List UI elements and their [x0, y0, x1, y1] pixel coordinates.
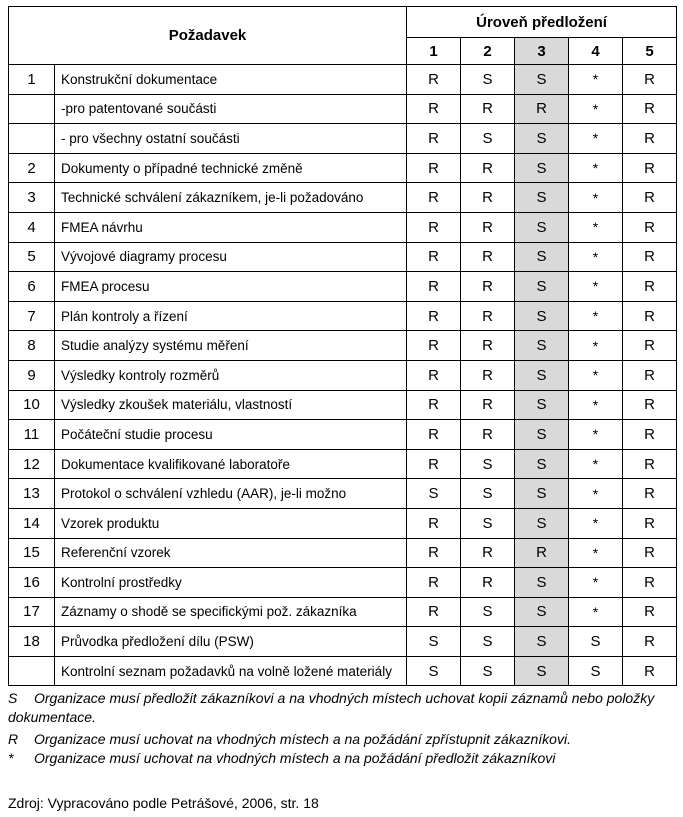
level-4-value: *: [569, 331, 623, 361]
table-row: [9, 272, 677, 302]
level-2-value: R: [461, 301, 515, 331]
row-number: 11: [9, 420, 55, 450]
level-4-value: *: [569, 183, 623, 213]
requirement-header: Požadavek: [9, 7, 407, 65]
level-1-value: R: [407, 242, 461, 272]
level-2-value: R: [461, 568, 515, 598]
level-1-value: R: [407, 597, 461, 627]
requirement-description: Počáteční studie procesu: [55, 420, 407, 450]
level-2-value: S: [461, 449, 515, 479]
level-4-value: *: [569, 212, 623, 242]
requirement-description: FMEA procesu: [55, 272, 407, 302]
level-5-value: R: [623, 153, 677, 183]
legend-r: [8, 730, 676, 749]
level-3-value: S: [515, 449, 569, 479]
level-5-value: R: [623, 508, 677, 538]
level-5-value: R: [623, 124, 677, 154]
row-number: 6: [9, 272, 55, 302]
requirement-description: Kontrolní seznam požadavků na volně ložené materiály: [55, 656, 407, 686]
level-4-value: *: [569, 538, 623, 568]
level-1-value: R: [407, 538, 461, 568]
row-number: 13: [9, 479, 55, 509]
row-number: 7: [9, 301, 55, 331]
level-header: 2: [461, 38, 515, 65]
level-2-value: S: [461, 508, 515, 538]
row-number: 16: [9, 568, 55, 598]
table-row: [9, 420, 677, 450]
table-row: [9, 449, 677, 479]
level-4-value: *: [569, 301, 623, 331]
level-5-value: R: [623, 479, 677, 509]
level-1-value: S: [407, 627, 461, 657]
level-2-value: R: [461, 272, 515, 302]
level-5-value: R: [623, 656, 677, 686]
requirement-description: Konstrukční dokumentace: [55, 65, 407, 95]
level-2-value: S: [461, 627, 515, 657]
table-row: [9, 94, 677, 124]
level-3-value: S: [515, 597, 569, 627]
level-4-value: *: [569, 272, 623, 302]
level-1-value: R: [407, 212, 461, 242]
level-3-value: S: [515, 656, 569, 686]
row-number: 18: [9, 627, 55, 657]
level-5-value: R: [623, 597, 677, 627]
legend-s: [8, 689, 676, 727]
level-2-value: R: [461, 331, 515, 361]
level-3-value: S: [515, 153, 569, 183]
legend-s-symbol: S: [8, 690, 18, 706]
level-4-value: S: [569, 656, 623, 686]
row-number: 5: [9, 242, 55, 272]
requirement-description: Vývojové diagramy procesu: [55, 242, 407, 272]
level-3-value: R: [515, 538, 569, 568]
level-2-value: R: [461, 183, 515, 213]
level-3-value: S: [515, 420, 569, 450]
level-3-value: S: [515, 301, 569, 331]
requirement-description: Průvodka předložení dílu (PSW): [55, 627, 407, 657]
level-3-value: R: [515, 94, 569, 124]
row-number: [9, 656, 55, 686]
requirement-description: Studie analýzy systému měření: [55, 331, 407, 361]
level-1-value: R: [407, 94, 461, 124]
level-1-value: S: [407, 479, 461, 509]
requirement-description: Vzorek produktu: [55, 508, 407, 538]
requirement-description: Technické schválení zákazníkem, je-li požadováno: [55, 183, 407, 213]
level-2-value: R: [461, 153, 515, 183]
table-row: [9, 597, 677, 627]
level-4-value: *: [569, 65, 623, 95]
level-5-value: R: [623, 94, 677, 124]
requirement-description: Protokol o schválení vzhledu (AAR), je-li možno: [55, 479, 407, 509]
legend-star: [8, 749, 676, 768]
level-1-value: R: [407, 420, 461, 450]
level-3-value: S: [515, 479, 569, 509]
level-4-value: *: [569, 94, 623, 124]
level-5-value: R: [623, 183, 677, 213]
row-number: 15: [9, 538, 55, 568]
level-5-value: R: [623, 212, 677, 242]
table-row: [9, 479, 677, 509]
level-5-value: R: [623, 449, 677, 479]
level-2-value: S: [461, 479, 515, 509]
level-5-value: R: [623, 301, 677, 331]
row-number: 10: [9, 390, 55, 420]
table-row: [9, 538, 677, 568]
level-5-value: R: [623, 242, 677, 272]
level-3-value: S: [515, 390, 569, 420]
level-1-value: R: [407, 568, 461, 598]
level-1-value: R: [407, 272, 461, 302]
level-5-value: R: [623, 568, 677, 598]
level-4-value: *: [569, 390, 623, 420]
level-2-value: S: [461, 597, 515, 627]
level-2-value: R: [461, 360, 515, 390]
requirement-description: Kontrolní prostředky: [55, 568, 407, 598]
row-number: 4: [9, 212, 55, 242]
level-3-value: S: [515, 272, 569, 302]
level-5-value: R: [623, 65, 677, 95]
row-number: 3: [9, 183, 55, 213]
table-row: [9, 242, 677, 272]
level-1-value: R: [407, 331, 461, 361]
row-number: 14: [9, 508, 55, 538]
level-3-value: S: [515, 65, 569, 95]
level-2-value: R: [461, 94, 515, 124]
legend-s-text: Organizace musí předložit zákazníkovi a na vhodných místech uchovat kopii záznamů nebo položky dokumentace.: [8, 690, 655, 725]
table-row: [9, 627, 677, 657]
level-4-value: *: [569, 508, 623, 538]
level-4-value: *: [569, 568, 623, 598]
table-row: [9, 568, 677, 598]
submission-level-header: Úroveň předložení: [407, 7, 677, 38]
level-3-value: S: [515, 508, 569, 538]
row-number: [9, 124, 55, 154]
table-row: [9, 212, 677, 242]
level-3-value: S: [515, 124, 569, 154]
requirement-description: - pro všechny ostatní součásti: [55, 124, 407, 154]
requirement-description: Záznamy o shodě se specifickými pož. zákazníka: [55, 597, 407, 627]
table-row: [9, 124, 677, 154]
row-number: 9: [9, 360, 55, 390]
requirement-description: Dokumentace kvalifikované laboratoře: [55, 449, 407, 479]
level-1-value: R: [407, 183, 461, 213]
table-row: [9, 183, 677, 213]
level-2-value: R: [461, 420, 515, 450]
table-row: [9, 331, 677, 361]
level-5-value: R: [623, 538, 677, 568]
level-1-value: S: [407, 656, 461, 686]
level-3-value: S: [515, 331, 569, 361]
level-3-value: S: [515, 242, 569, 272]
level-4-value: S: [569, 627, 623, 657]
level-3-value: S: [515, 212, 569, 242]
level-2-value: S: [461, 65, 515, 95]
level-4-value: *: [569, 153, 623, 183]
level-4-value: *: [569, 360, 623, 390]
requirement-description: FMEA návrhu: [55, 212, 407, 242]
level-4-value: *: [569, 242, 623, 272]
row-number: [9, 94, 55, 124]
table-row: [9, 390, 677, 420]
level-5-value: R: [623, 331, 677, 361]
requirement-description: Výsledky zkoušek materiálu, vlastností: [55, 390, 407, 420]
level-1-value: R: [407, 449, 461, 479]
level-2-value: R: [461, 242, 515, 272]
level-2-value: R: [461, 390, 515, 420]
level-3-value: S: [515, 627, 569, 657]
requirement-description: Dokumenty o případné technické změně: [55, 153, 407, 183]
level-1-value: R: [407, 390, 461, 420]
level-header: 4: [569, 38, 623, 65]
level-1-value: R: [407, 508, 461, 538]
level-header: 3: [515, 38, 569, 65]
level-5-value: R: [623, 272, 677, 302]
legend-r-symbol: R: [8, 731, 19, 747]
table-body: [9, 65, 677, 686]
level-1-value: R: [407, 65, 461, 95]
level-1-value: R: [407, 124, 461, 154]
requirement-description: -pro patentované součásti: [55, 94, 407, 124]
level-2-value: R: [461, 538, 515, 568]
level-2-value: R: [461, 212, 515, 242]
level-4-value: *: [569, 449, 623, 479]
legend-r-text: Organizace musí uchovat na vhodných místech a na požádání zpřístupnit zákazníkovi.: [34, 731, 571, 747]
level-5-value: R: [623, 627, 677, 657]
row-number: 8: [9, 331, 55, 361]
level-5-value: R: [623, 360, 677, 390]
row-number: 2: [9, 153, 55, 183]
legend-star-symbol: *: [8, 750, 14, 766]
level-1-value: R: [407, 153, 461, 183]
requirement-description: Plán kontroly a řízení: [55, 301, 407, 331]
source-note: Zdroj: Vypracováno podle Petrášové, 2006, str. 18: [8, 795, 319, 811]
table-row: [9, 508, 677, 538]
level-3-value: S: [515, 360, 569, 390]
table-row: [9, 656, 677, 686]
table-row: [9, 153, 677, 183]
level-1-value: R: [407, 301, 461, 331]
row-number: 1: [9, 65, 55, 95]
level-header: 1: [407, 38, 461, 65]
level-4-value: *: [569, 479, 623, 509]
level-5-value: R: [623, 420, 677, 450]
level-3-value: S: [515, 568, 569, 598]
table-row: [9, 65, 677, 95]
table-row: [9, 360, 677, 390]
requirements-table: [8, 6, 677, 686]
level-4-value: *: [569, 124, 623, 154]
legend-star-text: Organizace musí uchovat na vhodných místech a na požádání předložit zákazníkovi: [34, 750, 556, 766]
level-2-value: S: [461, 124, 515, 154]
requirement-description: Referenční vzorek: [55, 538, 407, 568]
level-1-value: R: [407, 360, 461, 390]
row-number: 17: [9, 597, 55, 627]
level-3-value: S: [515, 183, 569, 213]
level-4-value: *: [569, 597, 623, 627]
requirement-description: Výsledky kontroly rozměrů: [55, 360, 407, 390]
row-number: 12: [9, 449, 55, 479]
level-header: 5: [623, 38, 677, 65]
level-4-value: *: [569, 420, 623, 450]
level-5-value: R: [623, 390, 677, 420]
level-2-value: S: [461, 656, 515, 686]
table-row: [9, 301, 677, 331]
